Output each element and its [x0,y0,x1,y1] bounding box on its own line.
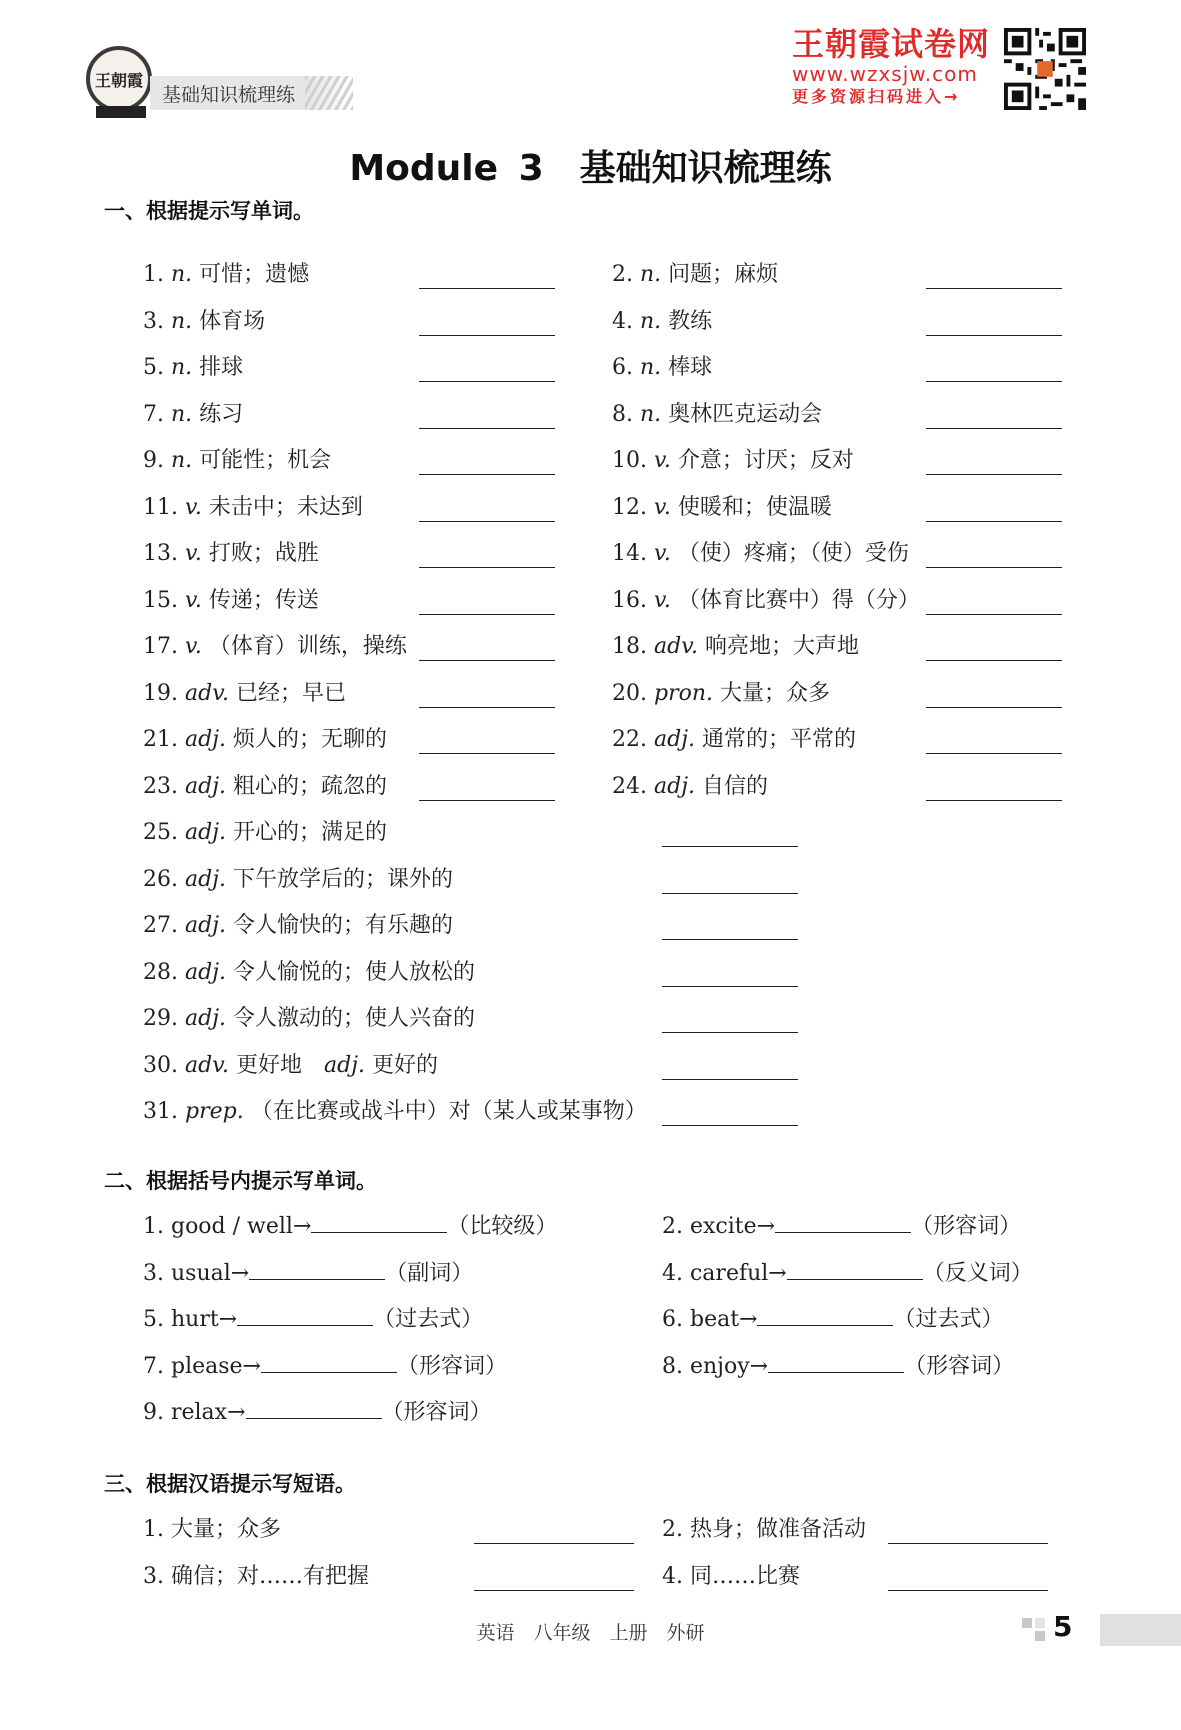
item-number: 30. [143,1052,178,1078]
part1-item [143,679,346,709]
answer-blank[interactable] [419,335,555,336]
answer-blank[interactable] [926,567,1062,568]
part2-item [662,1305,1004,1335]
part-of-speech: n. [171,355,193,380]
item-number: 20. [612,680,647,706]
answer-blank[interactable] [419,800,555,801]
part2-item [662,1352,1014,1382]
item-number: 9. [143,448,164,473]
item-number: 27. [143,913,178,938]
part2-item [662,1259,1033,1289]
answer-blank[interactable] [419,288,555,289]
item-prompt: 开心的；满足的 [233,820,388,845]
item-hint: （形容词） [904,1353,1015,1379]
page-number: 5 [1053,1610,1073,1643]
part-of-speech: n. [640,355,662,380]
item-prompt: 令人愉快的；有乐趣的 [233,913,454,938]
item-number: 22. [612,727,647,752]
item-prompt: 8. enjoy→ [662,1353,769,1379]
item-prompt: 令人愉悦的；使人放松的 [233,959,476,985]
answer-blank[interactable] [261,1352,397,1373]
part-of-speech: adj. [324,1052,366,1078]
part-of-speech: adv. [185,680,230,706]
item-prompt: 体育场 [199,308,266,334]
part1-item [143,958,475,988]
part1-item [143,307,265,337]
item-number: 5. [143,355,164,380]
part3-item [662,1562,800,1592]
item-prompt: （使）疼痛；（使）受伤 [677,541,909,566]
part1-item [612,539,909,569]
part3-item [662,1515,866,1545]
brand-name: 王朝霞试卷网 [792,25,991,63]
part-of-speech: adj. [654,773,696,799]
item-prompt: 使暖和；使温暖 [677,494,832,520]
item-hint: （副词） [385,1260,474,1286]
answer-blank[interactable] [926,800,1062,801]
item-hint: （比较级） [447,1214,558,1239]
item-number: 3. [143,308,164,334]
item-prompt: （体育比赛中）得（分） [677,587,920,613]
answer-blank[interactable] [249,1259,385,1280]
part-of-speech: v. [185,634,202,659]
item-prompt: 下午放学后的；课外的 [233,866,454,892]
item-prompt: 烦人的；无聊的 [233,727,388,752]
item-number: 13. [143,541,178,566]
part1-item [143,632,407,662]
part1-item [143,772,387,802]
part1-item [612,679,830,709]
part3-heading: 三、根据汉语提示写短语。 [104,1472,356,1496]
footer-info: 英语 八年级 上册 外研 [476,1622,705,1644]
item-hint: （过去式） [893,1307,1004,1332]
answer-blank[interactable] [888,1543,1048,1544]
part-of-speech: v. [185,541,202,566]
part-of-speech: n. [171,262,193,287]
item-prompt: 未击中；未达到 [208,494,363,520]
item-prompt: 介意；讨厌；反对 [677,448,854,473]
answer-blank[interactable] [926,428,1062,429]
item-prompt: 打败；战胜 [208,541,319,566]
part1-item [143,865,453,895]
part-of-speech: adj. [185,913,227,938]
item-prompt: 更好的 [372,1052,439,1078]
item-prompt: 5. hurt→ [143,1307,238,1332]
item-number: 21. [143,727,178,752]
answer-blank[interactable] [419,474,555,475]
part2-item [662,1212,1021,1242]
part1-item [612,725,856,755]
section-label: 基础知识梳理练 [150,76,350,110]
brand-scan-text: 更多资源扫码进入→ [792,87,961,106]
logo-ribbon [96,106,146,118]
page-decoration [1022,1618,1046,1642]
part-of-speech: v. [185,587,202,613]
banner-stripes [305,76,353,110]
answer-blank[interactable] [246,1398,382,1419]
item-number: 1. [143,262,164,287]
item-prompt: 更好地 [236,1052,303,1078]
item-prompt: 1. 大量；众多 [143,1517,281,1542]
part-of-speech: adj. [185,959,227,985]
item-prompt: 粗心的；疏忽的 [233,773,388,799]
answer-blank[interactable] [926,521,1062,522]
part-of-speech: n. [171,308,193,334]
answer-blank[interactable] [311,1212,447,1233]
part-of-speech: adj. [654,727,696,752]
answer-blank[interactable] [419,567,555,568]
item-prompt: 大量；众多 [720,680,831,706]
part3-item [143,1515,281,1545]
answer-blank[interactable] [419,521,555,522]
answer-blank[interactable] [926,707,1062,708]
answer-blank[interactable] [787,1259,923,1280]
answer-blank[interactable] [419,707,555,708]
brand-url[interactable]: www.wzxsjw.com [792,62,978,86]
part1-item [612,353,712,383]
item-prompt: 可能性；机会 [199,448,332,473]
answer-blank[interactable] [926,381,1062,382]
answer-blank[interactable] [662,1079,798,1080]
answer-blank[interactable] [662,893,798,894]
part-of-speech: n. [640,308,662,334]
part-of-speech: adv. [185,1052,230,1078]
part1-item [612,260,778,290]
item-number: 26. [143,866,178,892]
item-number: 31. [143,1099,178,1124]
part-of-speech: pron. [654,680,714,706]
item-hint: （形容词） [911,1214,1022,1239]
item-number: 17. [143,634,178,659]
part1-item [143,725,387,755]
part1-heading: 一、根据提示写单词。 [104,199,314,223]
part-of-speech: n. [171,448,193,473]
part-of-speech: n. [171,401,193,427]
part2-item [143,1398,492,1428]
item-number: 12. [612,494,647,520]
part-of-speech: adj. [185,866,227,892]
answer-blank[interactable] [419,660,555,661]
part2-item [143,1212,557,1242]
part1-item [612,632,859,662]
item-prompt: 响亮地；大声地 [705,634,860,659]
item-number: 19. [143,680,178,706]
answer-blank[interactable] [926,474,1062,475]
item-prompt: 2. 热身；做准备活动 [662,1517,866,1542]
part1-item [143,400,243,430]
answer-blank[interactable] [926,614,1062,615]
part-of-speech: v. [654,448,671,473]
part-of-speech: n. [640,262,662,287]
part-of-speech: prep. [185,1099,244,1124]
item-prompt: 教练 [668,308,713,334]
answer-blank[interactable] [926,753,1062,754]
page-tab [1100,1614,1181,1646]
part1-item [612,400,822,430]
item-number: 16. [612,587,647,613]
item-hint: （过去式） [373,1307,484,1332]
part-of-speech: adv. [654,634,699,659]
answer-blank[interactable] [926,288,1062,289]
part1-item [143,1097,647,1127]
item-number: 18. [612,634,647,659]
part1-item [143,260,309,290]
item-number: 7. [143,401,164,427]
part1-item [143,586,319,616]
answer-blank[interactable] [474,1543,634,1544]
item-hint: （形容词） [396,1353,507,1379]
part-of-speech: v. [185,494,202,520]
answer-blank[interactable] [419,381,555,382]
part1-item [612,493,832,523]
part2-item [143,1352,507,1382]
item-number: 10. [612,448,647,473]
part-of-speech: v. [654,494,671,520]
item-prompt: 6. beat→ [662,1307,758,1332]
answer-blank[interactable] [662,1125,798,1126]
item-hint: （反义词） [922,1260,1033,1286]
part1-item [143,818,387,848]
part2-item [143,1259,473,1289]
item-prompt: 4. 同……比赛 [662,1563,800,1589]
answer-blank[interactable] [757,1305,893,1326]
answer-blank[interactable] [419,753,555,754]
item-hint: （形容词） [381,1400,492,1425]
qr-code-icon[interactable] [1004,28,1086,110]
item-number: 8. [612,401,633,427]
answer-blank[interactable] [662,846,798,847]
item-prompt: 传递；传送 [208,587,319,613]
answer-blank[interactable] [662,986,798,987]
answer-blank[interactable] [419,428,555,429]
part-of-speech: adj. [185,727,227,752]
item-prompt: 问题；麻烦 [668,262,779,287]
item-number: 11. [143,494,178,520]
part-of-speech: adj. [185,1006,227,1031]
answer-blank[interactable] [237,1305,373,1326]
item-prompt: 练习 [199,401,244,427]
part1-item [143,493,363,523]
part-of-speech: v. [654,587,671,613]
item-prompt: 自信的 [702,773,769,799]
answer-blank[interactable] [888,1590,1048,1591]
item-number: 23. [143,773,178,799]
item-prompt: 已经；早已 [236,680,347,706]
part-of-speech: adj. [185,773,227,799]
item-prompt: 9. relax→ [143,1400,246,1425]
item-prompt: （在比赛或战斗中）对（某人或某事物） [250,1099,647,1124]
answer-blank[interactable] [775,1212,911,1233]
item-number: 2. [612,262,633,287]
part1-item [143,353,243,383]
item-number: 15. [143,587,178,613]
answer-blank[interactable] [419,614,555,615]
part1-item [612,307,712,337]
part-of-speech: adj. [185,820,227,845]
part1-item [612,446,854,476]
logo-text: 王朝霞 [94,70,143,90]
item-prompt: 3. 确信；对……有把握 [143,1563,369,1589]
part1-item [143,1051,438,1081]
item-number: 24. [612,773,647,799]
answer-blank[interactable] [926,660,1062,661]
part2-heading: 二、根据括号内提示写单词。 [104,1169,377,1193]
item-number: 14. [612,541,647,566]
item-number: 25. [143,820,178,845]
answer-blank[interactable] [926,335,1062,336]
item-number: 29. [143,1006,178,1031]
part3-item [143,1562,369,1592]
item-number: 6. [612,355,633,380]
item-number: 4. [612,308,633,334]
item-prompt: 排球 [199,355,244,380]
item-prompt: 3. usual→ [143,1260,250,1286]
part1-item [612,772,768,802]
item-prompt: 奥林匹克运动会 [668,401,823,427]
item-number: 28. [143,959,178,985]
item-prompt: 1. good / well→ [143,1214,312,1239]
part-of-speech: n. [640,401,662,427]
part1-item [143,446,331,476]
brand-block[interactable] [792,26,1006,108]
answer-blank[interactable] [768,1352,904,1373]
item-prompt: 2. excite→ [662,1214,776,1239]
answer-blank[interactable] [474,1590,634,1591]
part1-item [143,911,453,941]
part2-item [143,1305,483,1335]
item-prompt: （体育）训练，操练 [208,634,407,659]
answer-blank[interactable] [662,1032,798,1033]
page-title: Module 3 基础知识梳理练 [349,148,832,189]
part1-item [612,586,920,616]
publisher-logo [86,46,152,112]
item-prompt: 令人激动的；使人兴奋的 [233,1006,476,1031]
part1-item [143,1004,475,1034]
item-prompt: 通常的；平常的 [702,727,857,752]
item-prompt: 7. please→ [143,1353,261,1379]
part-of-speech: v. [654,541,671,566]
item-prompt: 可惜；遗憾 [199,262,310,287]
item-prompt: 棒球 [668,355,713,380]
item-prompt: 4. careful→ [662,1260,787,1286]
answer-blank[interactable] [662,939,798,940]
part1-item [143,539,319,569]
